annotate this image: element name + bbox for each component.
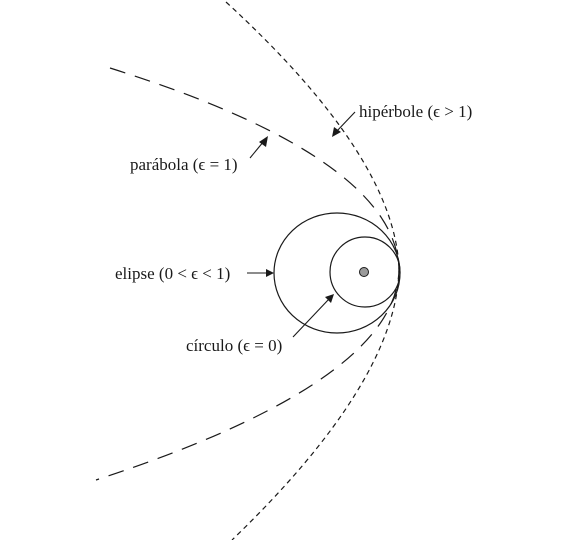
hyperbola-arrow <box>332 112 355 137</box>
focus-point <box>360 268 369 277</box>
ellipse-orbit <box>274 213 400 333</box>
ellipse-label: elipse (0 < ϵ < 1) <box>115 264 231 283</box>
ellipse-arrow <box>247 269 274 277</box>
circle-label: círculo (ϵ = 0) <box>186 336 283 355</box>
hyperbola-curve <box>226 2 399 540</box>
circle-arrow <box>293 294 334 337</box>
parabola-arrow <box>250 136 268 158</box>
hyperbola-label: hipérbole (ϵ > 1) <box>359 102 473 121</box>
parabola-label: parábola (ϵ = 1) <box>130 155 238 174</box>
